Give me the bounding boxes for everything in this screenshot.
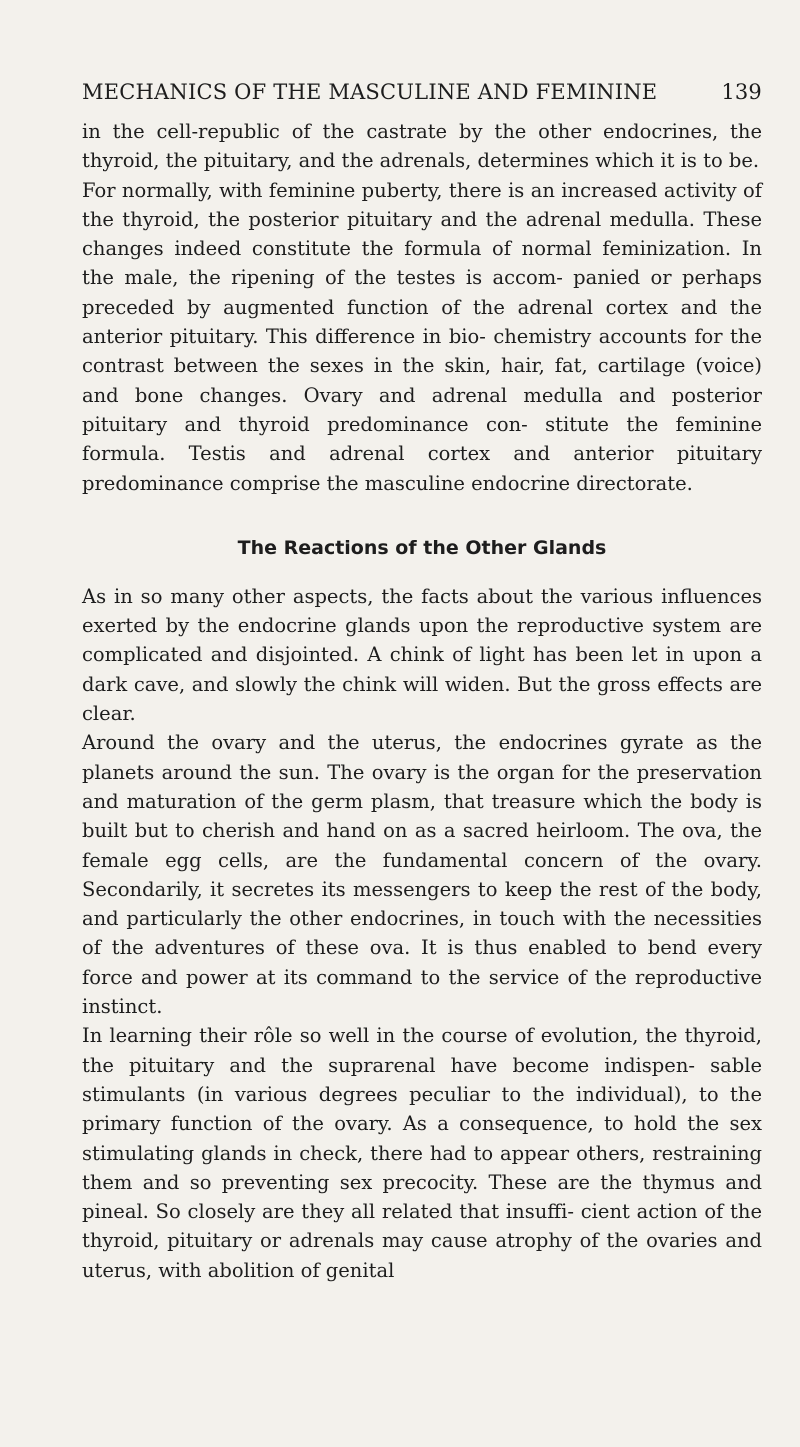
paragraph: Around the ovary and the uterus, the endocrines gyrate as the planets around the sun. The ovary is the organ for the preservation and maturation of the germ plasm, that treasure which the body is built but to cherish and hand on as a sacred heirloom. The ova, the female egg cells, are the fundamental concern of the ovary. Secondarily, it secretes its messengers to keep the rest of the body, and particularly the other endocrines, in touch with the necessities of the adventures of these ova. It is thus enabled to bend every force and power at its command to the service of the reproductive instinct. [82,731,762,1019]
running-head-title: MECHANICS OF THE MASCULINE AND FEMININE [82,80,658,104]
running-head [82,79,762,109]
book-page [0,79,800,1447]
body-text [82,117,762,1285]
paragraph: in the cell-republic of the castrate by the other endocrines, the thyroid, the pituitary, and the adrenals, determines which it is to be. [82,120,762,173]
page-number: 139 [721,80,762,104]
section-heading: The Reactions of the Other Glands [237,536,607,559]
paragraph: For normally, with feminine puberty, there is an increased activity of the thyroid, the posterior pituitary and the adrenal medulla. These changes indeed constitute the formula of normal feminization. In the male, the ripening of the testes is accom- panied or perhaps preceded by augmented function of the adrenal cortex and the anterior pituitary. This difference in bio- chemistry accounts for the contrast between the sexes in the skin, hair, fat, cartilage (voice) and bone changes. Ovary and adrenal medulla and posterior pituitary and thyroid predominance con- stitute the feminine formula. Testis and adrenal cortex and anterior pituitary predominance comprise the masculine endocrine directorate. [82,178,762,495]
paragraph: In learning their rôle so well in the course of evolution, the thyroid, the pituitary and the suprarenal have become indispen- sable stimulants (in various degrees peculiar to the individual), to the primary function of the ovary. As a consequence, to hold the sex stimulating glands in check, there had to appear others, restraining them and so preventing sex precocity. These are the thymus and pineal. So closely are they all related that insuffi- cient action of the thyroid, pituitary or adrenals may cause atrophy of the ovaries and uterus, with abolition of genital [82,1024,762,1282]
paragraph: As in so many other aspects, the facts about the various influences exerted by the endocrine glands upon the reproductive system are complicated and disjointed. A chink of light has been let in upon a dark cave, and slowly the chink will widen. But the gross effects are clear. [82,584,762,726]
